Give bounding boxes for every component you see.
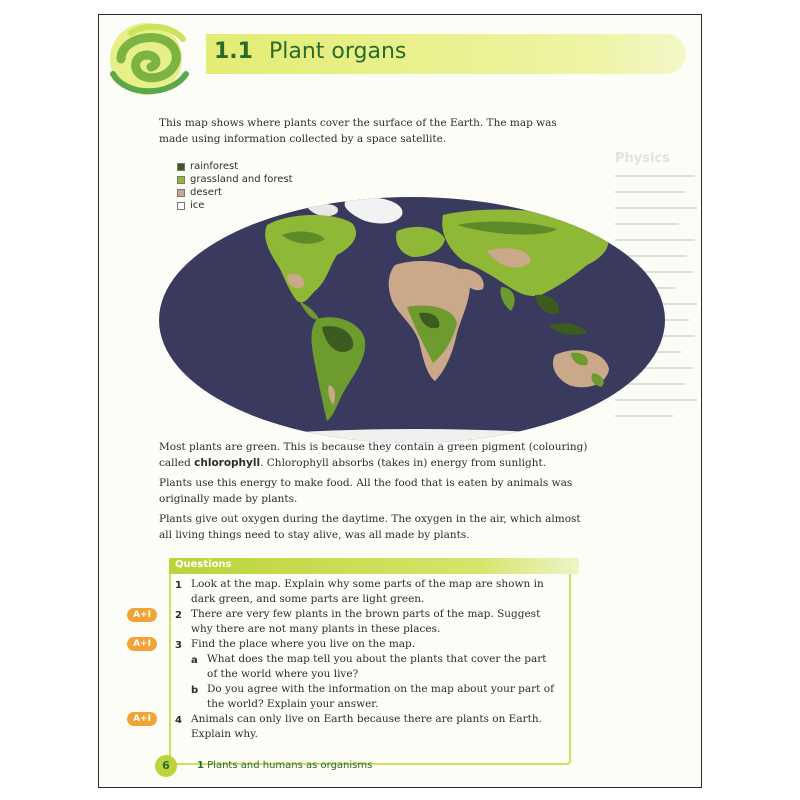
legend-label: grassland and forest — [190, 174, 293, 185]
swirl-logo-icon — [101, 19, 201, 99]
question-3-text: Find the place where you live on the map. — [191, 638, 416, 650]
legend-label: rainforest — [190, 161, 239, 172]
legend-item-grassland — [177, 173, 293, 186]
questions-heading: Questions — [175, 559, 232, 570]
paragraph-chlorophyll — [159, 439, 589, 471]
page-title: Plant organs — [269, 39, 407, 64]
chapter-footer — [197, 760, 372, 771]
legend-label: ice — [190, 200, 205, 211]
question-number: 4 — [175, 715, 182, 726]
ai-badge: A+I — [127, 608, 157, 622]
legend-swatch — [177, 163, 185, 171]
chapter-number: 1 — [197, 760, 204, 771]
legend-item-rainforest — [177, 160, 293, 173]
question-subpart-label: b — [191, 685, 199, 696]
p1-text: Most plants are green. This is because they contain a green pigment (colouring) called — [159, 441, 588, 469]
keyword-chlorophyll: chlorophyll — [194, 457, 261, 469]
question-number: 2 — [175, 610, 182, 621]
section-number: 1.1 — [214, 39, 253, 64]
textbook-page — [98, 14, 702, 788]
paragraph-oxygen: Plants give out oxygen during the daytime. The oxygen in the air, which almost all living things need to stay alive, was all made by plants. — [159, 513, 581, 541]
world-vegetation-map — [157, 195, 667, 445]
question-4-text: Animals can only live on Earth because there are plants on Earth. Explain why. — [191, 713, 542, 740]
question-subpart-label: a — [191, 655, 198, 666]
p1-text-end: . Chlorophyll absorbs (takes in) energy from sunlight. — [260, 457, 547, 469]
question-number: 3 — [175, 640, 182, 651]
chapter-title: Plants and humans as organisms — [207, 760, 373, 771]
question-3b-text: Do you agree with the information on the map about your part of the world? Explain your answer. — [207, 683, 554, 710]
ai-badge: A+I — [127, 712, 157, 726]
page-number: 6 — [155, 755, 177, 777]
legend-swatch — [177, 176, 185, 184]
questions-header — [169, 558, 579, 574]
question-number: 1 — [175, 580, 182, 591]
intro-paragraph: This map shows where plants cover the surface of the Earth. The map was made using information collected by a space satellite. — [159, 117, 557, 145]
question-2-text: There are very few plants in the brown parts of the map. Suggest why there are not many plants in these places. — [191, 608, 541, 635]
ai-badge: A+I — [127, 637, 157, 651]
bleed-through-title: Physics — [615, 151, 670, 166]
question-1-text: Look at the map. Explain why some parts of the map are shown in dark green, and some parts are light green. — [191, 578, 544, 605]
legend-label: desert — [190, 187, 222, 198]
paragraph-food: Plants use this energy to make food. All the food that is eaten by animals was originally made by plants. — [159, 477, 573, 505]
question-3a-text: What does the map tell you about the plants that cover the part of the world where you live? — [207, 653, 547, 680]
